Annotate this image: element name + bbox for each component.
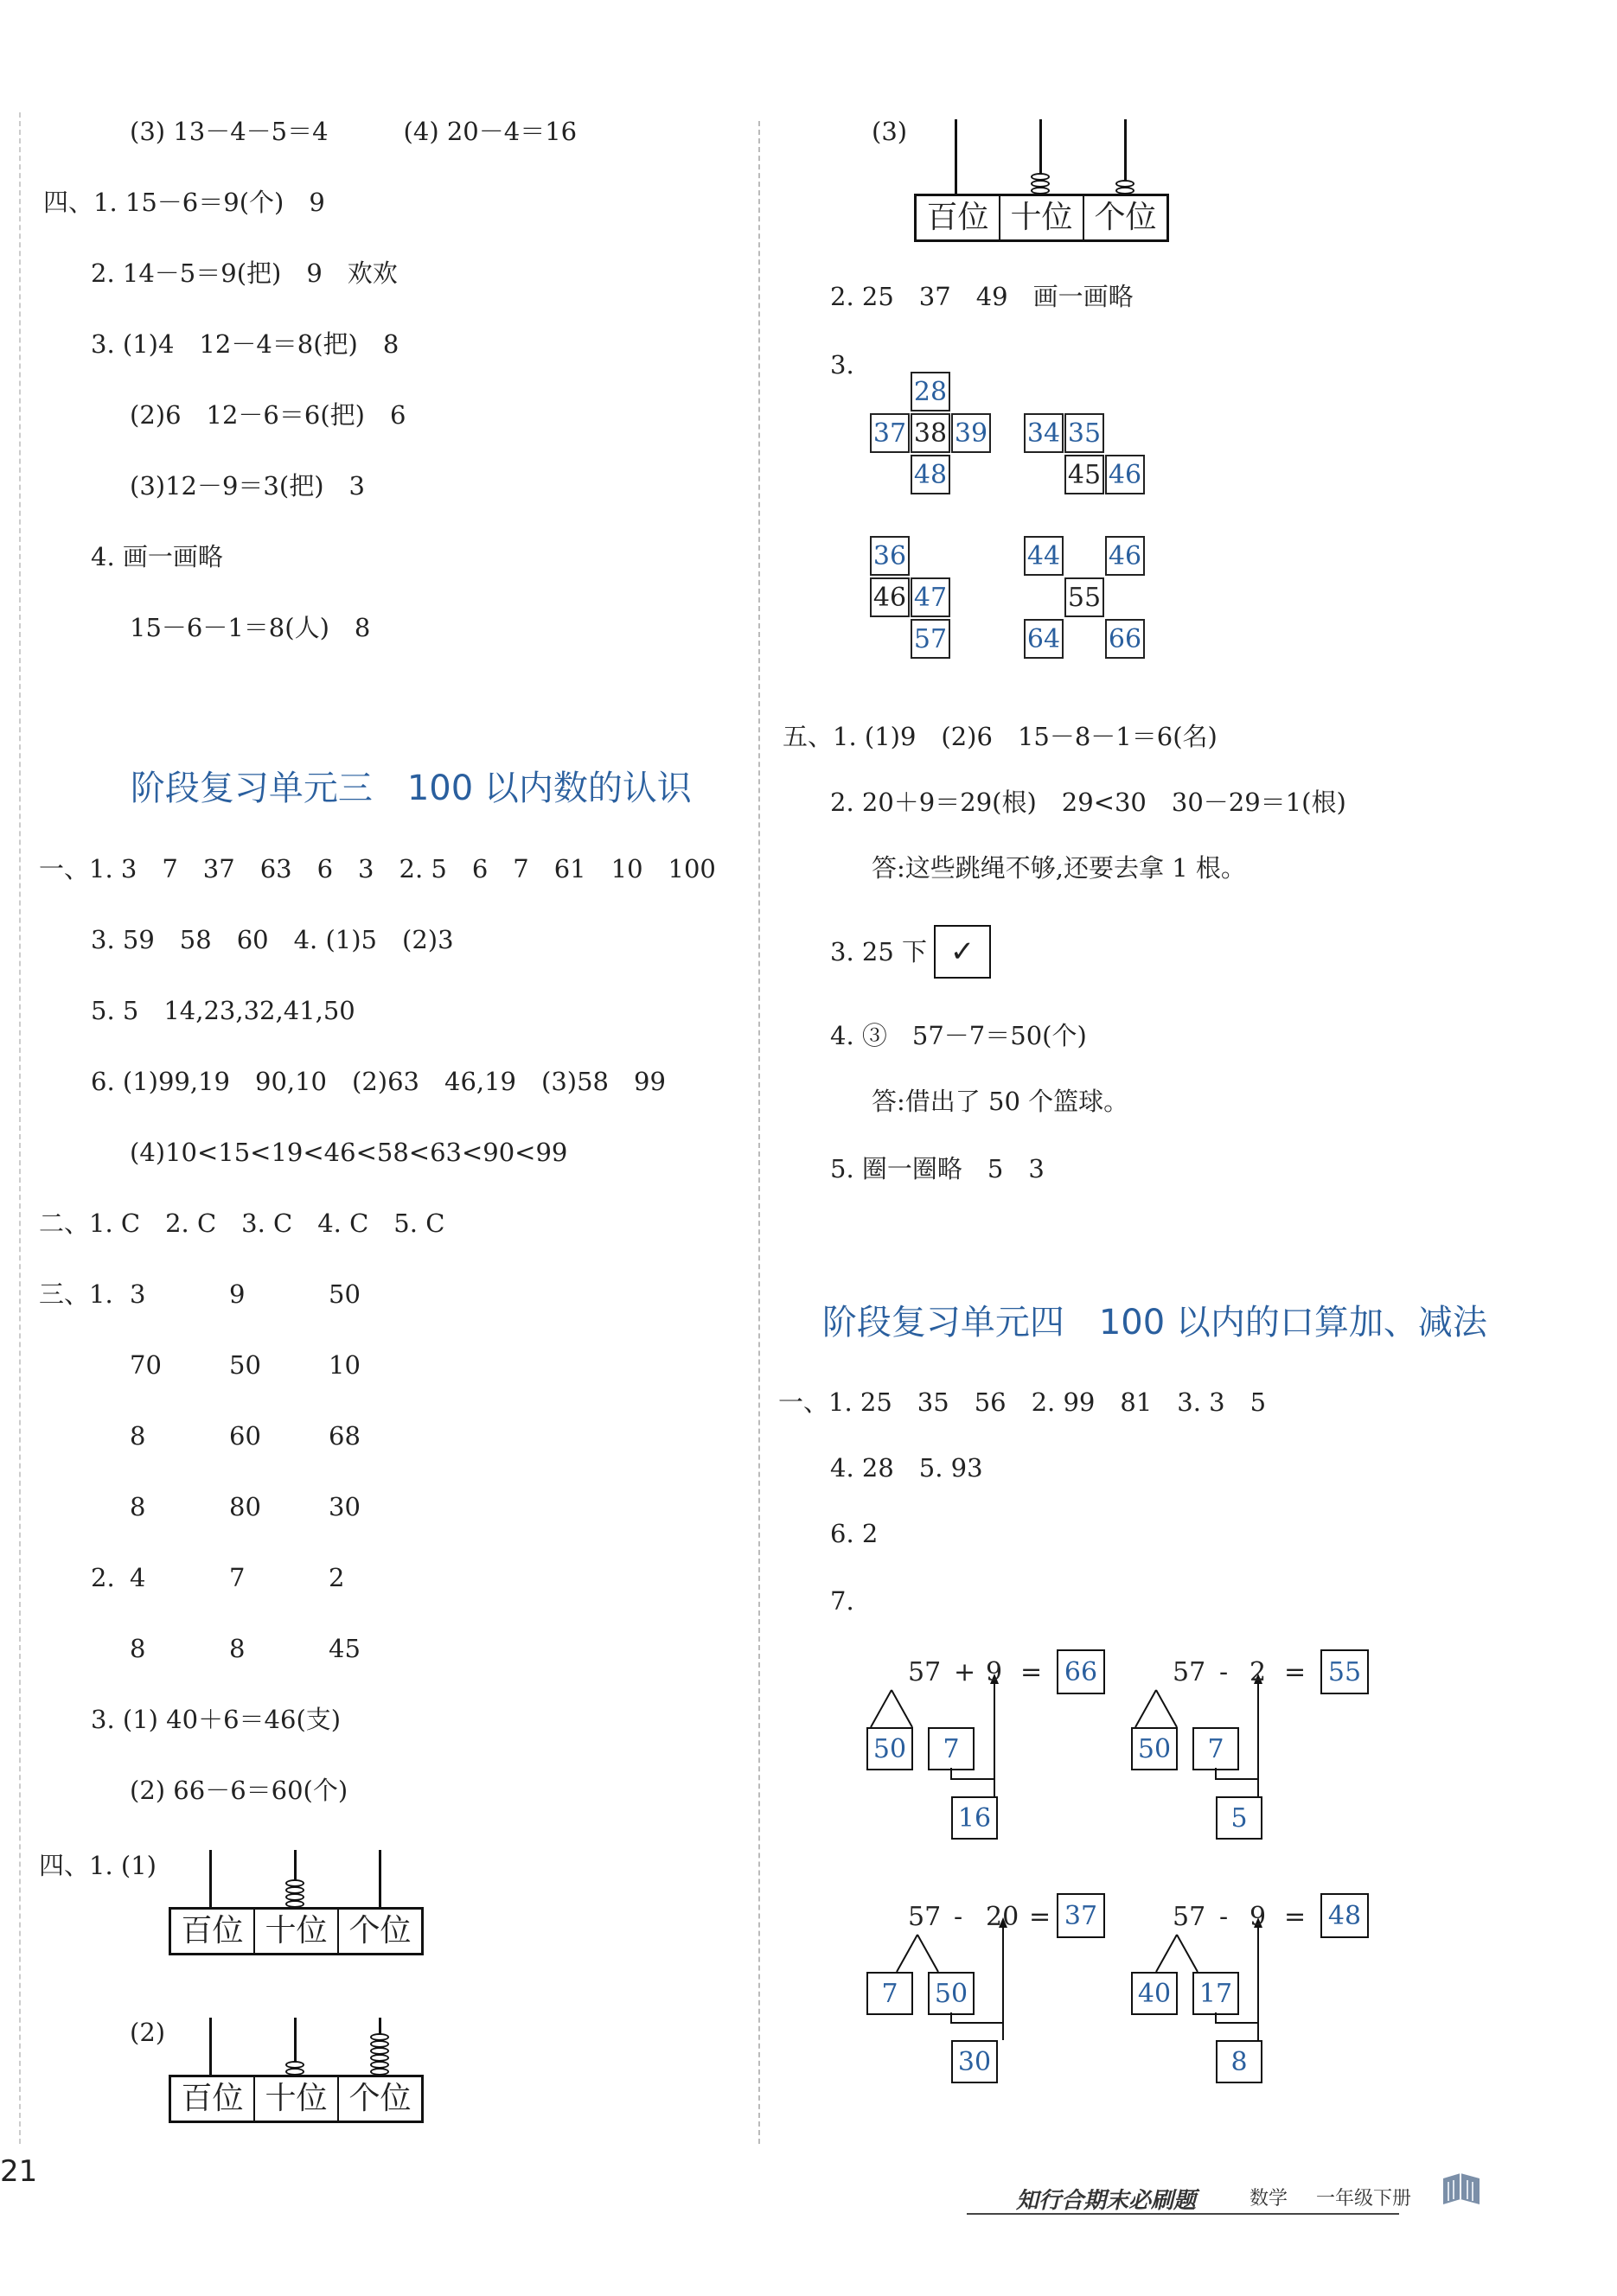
abacus-label-tens: 十位 xyxy=(255,2077,339,2121)
cross-cell: 38 xyxy=(911,413,950,453)
footer-subject: 数学 xyxy=(1250,2188,1288,2210)
calc-operator: - xyxy=(1219,1902,1229,1932)
answer-line: 四、1. 15－6＝9(个) 9 xyxy=(43,188,325,217)
calc-operand-a: 57 xyxy=(908,1657,942,1687)
cross-cell: 45 xyxy=(1064,455,1104,494)
calc-operator: + xyxy=(954,1657,976,1687)
calc-operand-b: 20 xyxy=(986,1902,1019,1932)
answer-label: 2. xyxy=(91,1563,115,1592)
abacus-label-hundreds: 百位 xyxy=(917,196,1000,239)
answer-line: (3) 13－4－5＝4 (4) 20－4＝16 xyxy=(130,117,578,146)
calc-operand-b: 2 xyxy=(1250,1657,1267,1687)
answer-label: 四、1. (1) xyxy=(39,1851,157,1880)
cross-cell: 36 xyxy=(870,536,910,576)
answer-line: 2. 14－5＝9(把) 9 欢欢 xyxy=(91,258,398,288)
grid-cell: 68 xyxy=(329,1421,361,1451)
answer-line: 3. (1)4 12－4＝8(把) 8 xyxy=(91,329,399,359)
section-title-text: 阶段复习单元四 xyxy=(821,1303,1064,1343)
cross-cell: 39 xyxy=(951,413,991,453)
grid-cell: 80 xyxy=(229,1492,261,1521)
section-title-subtitle: 100 以内数的认识 xyxy=(406,769,692,808)
calc-split-box: 50 xyxy=(1131,1727,1178,1770)
calc-split-box: 50 xyxy=(928,1972,975,2015)
book-icon xyxy=(1440,2170,1483,2208)
calc-sum-box: 16 xyxy=(951,1796,998,1840)
abacus-label-tens: 十位 xyxy=(1000,196,1084,239)
grid-cell: 8 xyxy=(229,1634,246,1663)
answer-line: 一、1. 25 35 56 2. 99 81 3. 3 5 xyxy=(778,1387,1267,1417)
calc-operand-b: 9 xyxy=(986,1657,1003,1687)
calc-equals: = xyxy=(1029,1902,1051,1932)
cross-cell: 44 xyxy=(1024,536,1064,576)
answer-line: 2. 20＋9＝29(根) 29<30 30－29＝1(根) xyxy=(830,788,1346,817)
grid-cell: 8 xyxy=(130,1634,146,1663)
calc-operator: - xyxy=(1219,1657,1229,1687)
answer-line: 答:借出了 50 个篮球。 xyxy=(872,1087,1129,1116)
calc-split-box: 7 xyxy=(1192,1727,1239,1770)
cross-cell: 28 xyxy=(911,372,950,411)
cross-cell: 46 xyxy=(870,577,910,617)
abacus-label-ones: 个位 xyxy=(1094,200,1157,235)
answer-line: 3. 59 58 60 4. (1)5 (2)3 xyxy=(91,925,454,954)
cross-cell: 34 xyxy=(1024,413,1064,453)
answer-label: 7. xyxy=(830,1586,854,1616)
answer-line: (2)6 12－6＝6(把) 6 xyxy=(130,400,406,430)
answer-line: 五、1. (1)9 (2)6 15－8－1＝6(名) xyxy=(783,722,1218,751)
answer-line: 2. 25 37 49 画一画略 xyxy=(830,282,1134,311)
answer-line: 二、1. C 2. C 3. C 4. C 5. C xyxy=(39,1209,445,1238)
grid-cell: 10 xyxy=(329,1350,361,1380)
answer-line: 6. 2 xyxy=(830,1519,879,1548)
grid-cell: 8 xyxy=(130,1492,146,1521)
answer-label: 三、1. xyxy=(39,1279,113,1309)
answer-line: 5. 5 14,23,32,41,50 xyxy=(91,996,355,1025)
abacus-label-ones: 个位 xyxy=(348,1913,412,1948)
cross-cell: 66 xyxy=(1105,619,1145,659)
cross-cell: 57 xyxy=(911,619,950,659)
calc-operand-a: 57 xyxy=(908,1902,942,1932)
calc-equals: = xyxy=(1020,1657,1043,1687)
answer-line: (2) 66－6＝60(个) xyxy=(130,1776,348,1805)
cross-cell: 46 xyxy=(1105,536,1145,576)
grid-cell: 45 xyxy=(329,1634,361,1663)
cross-cell: 48 xyxy=(911,455,950,494)
cross-cell: 35 xyxy=(1064,413,1104,453)
grid-cell: 4 xyxy=(130,1563,146,1592)
answer-line: 15－6－1＝8(人) 8 xyxy=(130,613,371,642)
check-box: ✓ xyxy=(934,925,991,979)
answer-label: (3) xyxy=(872,117,908,146)
calc-sum-box: 8 xyxy=(1216,2040,1262,2083)
answer-line: 4. ③ 57－7＝50(个) xyxy=(830,1021,1087,1050)
calc-split-box: 40 xyxy=(1131,1972,1178,2015)
answer-label: 3. xyxy=(830,350,854,379)
answer-line: 4. 画一画略 xyxy=(91,542,223,571)
section-title-text: 阶段复习单元三 xyxy=(130,769,373,808)
cross-cell: 55 xyxy=(1064,577,1104,617)
calc-split-box: 7 xyxy=(928,1727,975,1770)
answer-line: 一、1. 3 7 37 63 6 3 2. 5 6 7 61 10 100 xyxy=(39,854,716,883)
footer-grade: 一年级下册 xyxy=(1316,2188,1412,2210)
answer-line: 5. 圈一圈略 5 3 xyxy=(830,1154,1045,1183)
calc-result-box: 37 xyxy=(1057,1893,1105,1938)
calc-result-box: 48 xyxy=(1320,1893,1369,1938)
grid-cell: 50 xyxy=(329,1279,361,1309)
section-title-subtitle: 100 以内的口算加、减法 xyxy=(1098,1303,1487,1343)
answer-line: (3)12－9＝3(把) 3 xyxy=(130,471,365,501)
grid-cell: 8 xyxy=(130,1421,146,1451)
calc-operand-a: 57 xyxy=(1173,1902,1206,1932)
answer-line: 6. (1)99,19 90,10 (2)63 46,19 (3)58 99 xyxy=(91,1067,666,1096)
calc-operator: - xyxy=(954,1902,963,1932)
calc-split-box: 7 xyxy=(866,1972,913,2015)
answer-line: 3. 25 下 xyxy=(830,937,928,966)
grid-cell: 30 xyxy=(329,1492,361,1521)
calc-sum-box: 5 xyxy=(1216,1796,1262,1840)
grid-cell: 2 xyxy=(329,1563,345,1592)
abacus-label-tens: 十位 xyxy=(255,1910,339,1953)
answer-label: (2) xyxy=(130,2018,166,2047)
footer-rule xyxy=(967,2213,1399,2215)
cross-cell: 64 xyxy=(1024,619,1064,659)
grid-cell: 7 xyxy=(229,1563,246,1592)
calc-result-box: 66 xyxy=(1057,1649,1105,1694)
answer-line: 答:这些跳绳不够,还要去拿 1 根。 xyxy=(872,853,1246,883)
cross-cell: 46 xyxy=(1105,455,1145,494)
brand-logo-text: 知行合期末必刷题 xyxy=(1016,2188,1197,2214)
grid-cell: 50 xyxy=(229,1350,261,1380)
answer-line: (4)10<15<19<46<58<63<90<99 xyxy=(130,1138,568,1167)
cross-cell: 47 xyxy=(911,577,950,617)
abacus-label-ones: 个位 xyxy=(348,2081,412,2116)
calc-equals: = xyxy=(1284,1902,1307,1932)
cross-cell: 37 xyxy=(870,413,910,453)
calc-operand-a: 57 xyxy=(1173,1657,1206,1687)
calc-operand-b: 9 xyxy=(1250,1902,1267,1932)
calc-result-box: 55 xyxy=(1320,1649,1369,1694)
calc-split-box: 50 xyxy=(866,1727,913,1770)
grid-cell: 3 xyxy=(130,1279,146,1309)
answer-line: 4. 28 5. 93 xyxy=(830,1453,983,1483)
abacus-label-hundreds: 百位 xyxy=(171,1910,255,1953)
calc-equals: = xyxy=(1284,1657,1307,1687)
grid-cell: 60 xyxy=(229,1421,261,1451)
grid-cell: 9 xyxy=(229,1279,246,1309)
abacus-label-hundreds: 百位 xyxy=(171,2077,255,2121)
grid-cell: 70 xyxy=(130,1350,162,1380)
calc-split-box: 17 xyxy=(1192,1972,1239,2015)
calc-sum-box: 30 xyxy=(951,2040,998,2083)
answer-line: 3. (1) 40＋6＝46(支) xyxy=(91,1705,342,1734)
page-number: 21 xyxy=(0,2154,38,2189)
